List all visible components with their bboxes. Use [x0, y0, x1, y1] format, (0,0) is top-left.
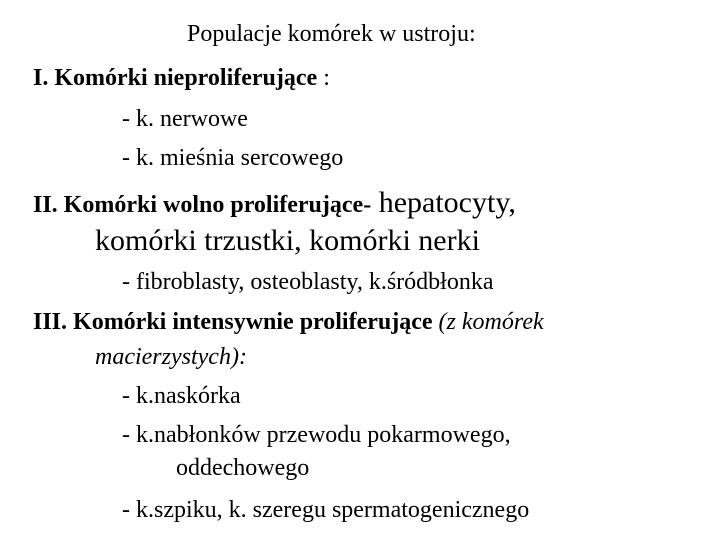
list-item: - k. mieśnia sercowego: [122, 145, 344, 171]
list-item-continuation: oddechowego: [176, 455, 310, 481]
section-3-heading-bold: III. Komórki intensywnie proliferujące: [33, 309, 433, 335]
section-3-heading-line2: [95, 345, 247, 369]
list-item: - k.naskórka: [122, 383, 241, 409]
section-1-heading-suffix: :: [317, 65, 330, 91]
section-3-heading-line2-italic: macierzystych):: [95, 344, 247, 370]
list-item: - k.nabłonków przewodu pokarmowego,: [122, 422, 511, 448]
section-1-heading: [33, 66, 330, 90]
section-2-heading-cont: hepatocyty,: [371, 186, 516, 219]
section-3-heading: [33, 310, 544, 334]
section-2-heading-line2: komórki trzustki, komórki nerki: [95, 224, 480, 257]
section-3-heading-italic: (z komórek: [432, 309, 544, 335]
list-item: - k.szpiku, k. szeregu spermatogenicznego: [122, 497, 530, 523]
list-item: - k. nerwowe: [122, 106, 248, 132]
section-2-heading-bold: II. Komórki wolno proliferujące-: [33, 192, 372, 218]
section-1-heading-bold: I. Komórki nieproliferujące: [33, 65, 318, 91]
section-2-heading: [33, 188, 516, 218]
list-item: - fibroblasty, osteoblasty, k.śródbłonka: [122, 269, 494, 295]
page-title: Populacje komórek w ustroju:: [187, 21, 476, 47]
